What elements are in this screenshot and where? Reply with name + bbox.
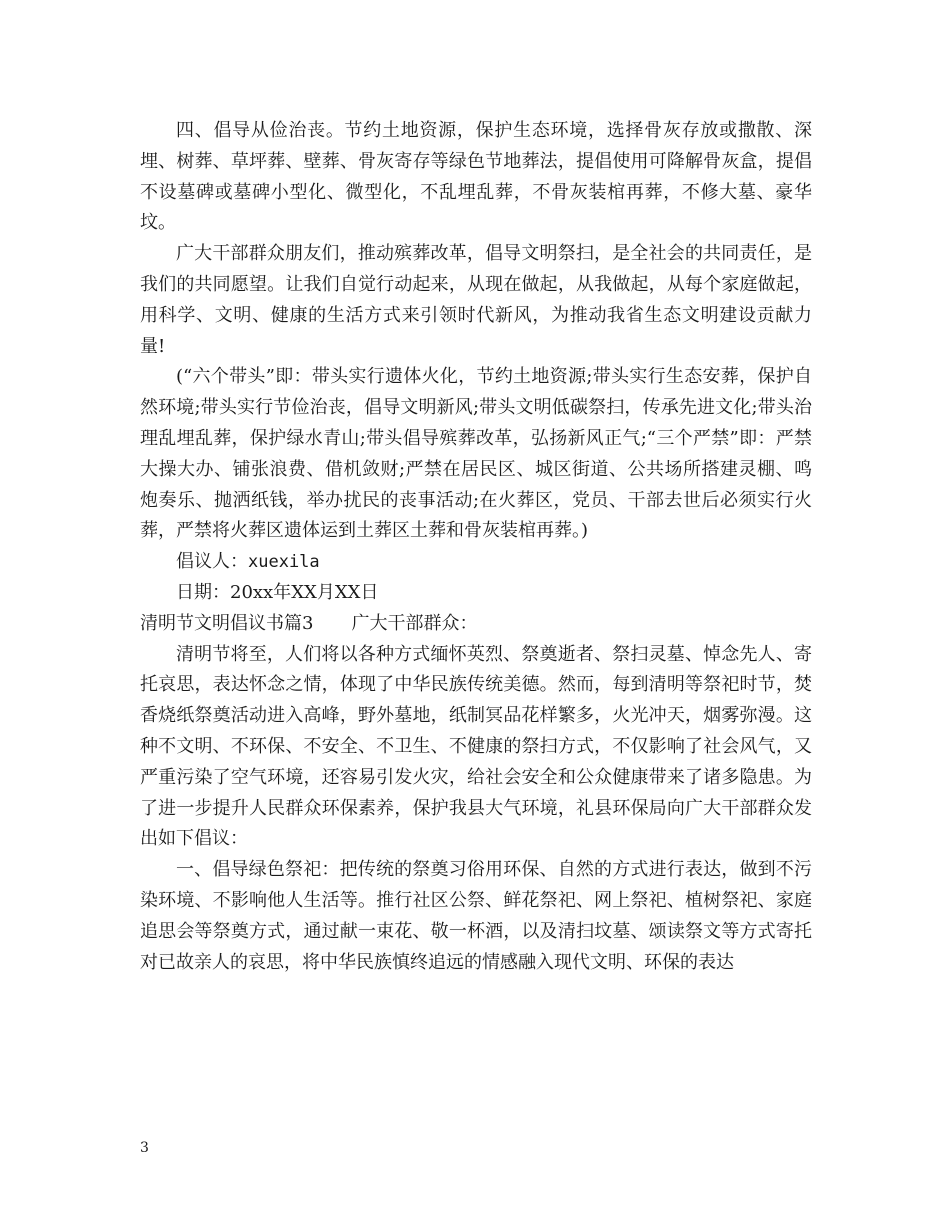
paragraph-qingming-intro: 清明节将至，人们将以各种方式缅怀英烈、祭奠逝者、祭扫灵墓、悼念先人、寄托哀思，表达怀念之情，体现了中华民族传统美德。然而，每到清明等祭祀时节，焚香烧纸祭奠活动进入高峰，野外墓地，纸制冥品花样繁多，火光冲天，烟雾弥漫。这种不文明、不环保、不安全、不卫生、不健康的祭扫方式，不仅影响了社会风气，又严重污染了空气环境，还容易引发火灾，给社会安全和公众健康带来了诸多隐患。为了进一步提升人民群众环保素养，保护我县大气环境，礼县环保局向广大干部群众发出如下倡议： (140, 643, 812, 850)
date-value: 20xx年XX月XX日 (230, 581, 379, 603)
paragraph-green-sacrifice: 一、倡导绿色祭祀：把传统的祭奠习俗用环保、自然的方式进行表达，做到不污染环境、不影响他人生活等。推行社区公祭、鲜花祭祀、网上祭祀、植树祭祀、家庭追思会等祭奠方式，通过献一束花、敬一杯酒，以及清扫坟墓、颂读祭文等方式寄托对已故亲人的哀思，将中华民族慎终追远的情感融入现代文明、环保的表达 (140, 859, 812, 973)
paragraph-six-leads-three-bans: (“六个带头”即：带头实行遗体火化，节约土地资源;带头实行生态安葬，保护自然环境;带头实行节俭治丧，倡导文明新风;带头文明低碳祭扫，传承先进文化;带头治理乱埋乱葬，保护绿水青山;带头倡导殡葬改革，弘扬新风正气;“三个严禁”即：严禁大操大办、铺张浪费、借机敛财;严禁在居民区、城区街道、公共场所搭建灵棚、鸣炮奏乐、抛洒纸钱，举办扰民的丧事活动;在火葬区，党员、干部去世后必须实行火葬，严禁将火葬区遗体运到土葬区土葬和骨灰装棺再葬。) (140, 366, 812, 542)
page-number: 3 (140, 1140, 149, 1156)
paragraph-call-to-action: 广大干部群众朋友们，推动殡葬改革，倡导文明祭扫，是全社会的共同责任，是我们的共同愿望。让我们自觉行动起来，从现在做起，从我做起，从每个家庭做起，用科学、文明、健康的生活方式来引领时代新风，为推动我省生态文明建设贡献力量! (140, 243, 812, 357)
section-heading-line (140, 609, 812, 640)
document-body (140, 116, 812, 978)
section-salutation: 广大干部群众： (351, 612, 478, 634)
date-line (140, 578, 812, 609)
proposer-name: xuexila (248, 552, 320, 573)
section-title: 清明节文明倡议书篇3 (140, 612, 314, 634)
date-label: 日期： (176, 581, 230, 603)
proposer-line (140, 547, 812, 578)
paragraph-frugal-funeral: 四、倡导从俭治丧。节约土地资源，保护生态环境，选择骨灰存放或撒散、深埋、树葬、草坪葬、壁葬、骨灰寄存等绿色节地葬法，提倡使用可降解骨灰盒，提倡不设墓碑或墓碑小型化、微型化，不乱埋乱葬，不骨灰装棺再葬，不修大墓、豪华坟。 (140, 120, 812, 234)
proposer-label: 倡议人： (176, 551, 248, 573)
